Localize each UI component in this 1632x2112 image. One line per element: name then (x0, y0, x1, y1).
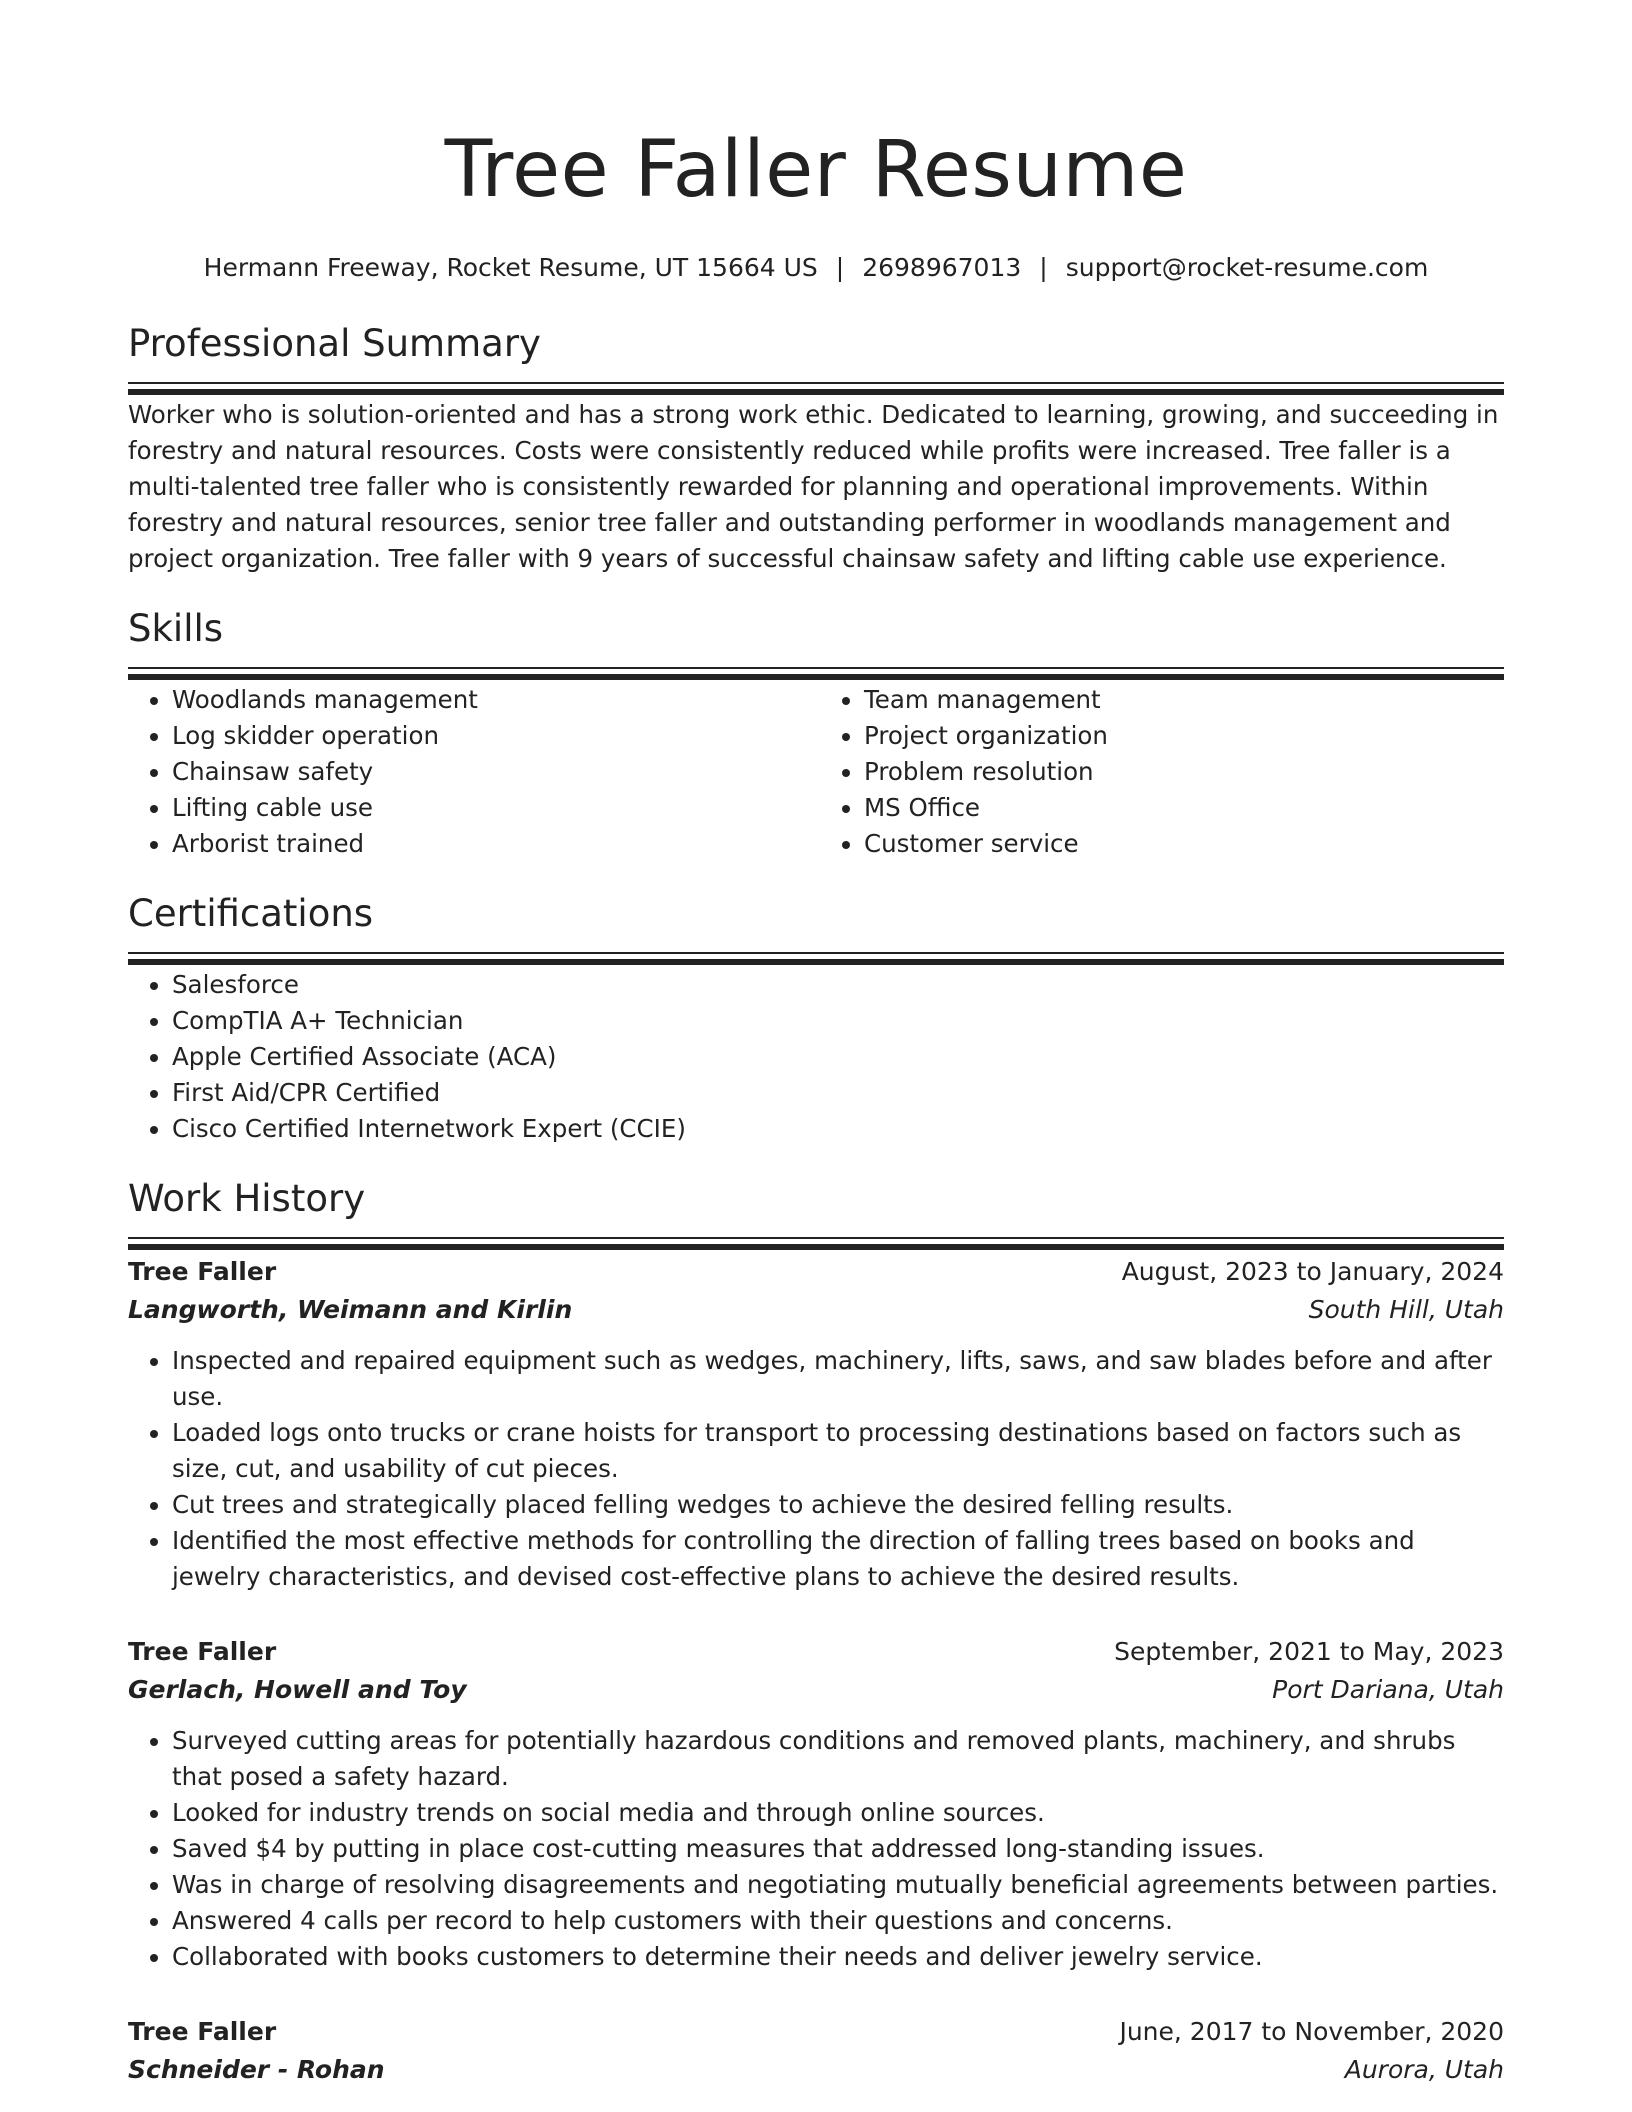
summary-text: Worker who is solution-oriented and has a strong work ethic. Dedicated to learning, growing, and succeeding in forestry and natural resources. Costs were consistently reduced while profits were increased. Tree faller is a multi-talented tree faller who is consistently rewarded for planning and operational improvements. Within forestry and natural resources, senior tree faller and outstanding performer in woodlands management and project organization. Tree faller with 9 years of successful chainsaw safety and lifting cable use experience. (128, 400, 1499, 573)
contact-line (128, 250, 1504, 286)
job-bullet: • Answered 4 calls per record to help customers with their questions and concerns. (172, 1903, 1504, 1939)
job-title: Tree Faller (128, 1637, 277, 1666)
contact-phone: 2698967013 (862, 253, 1022, 282)
job-entry (128, 1633, 1504, 1975)
certification-item: • Salesforce (172, 967, 1504, 1003)
skill-item: • Lifting cable use (172, 790, 816, 826)
skill-item: • Arborist trained (172, 826, 816, 862)
job-bullet: • Surveyed cutting areas for potentially hazardous conditions and removed plants, machinery, and shrubs that posed a safety hazard. (172, 1723, 1504, 1795)
job-company: Gerlach, Howell and Toy (128, 1675, 467, 1704)
job-location: Port Dariana, Utah (1272, 1675, 1504, 1704)
section-divider (128, 1237, 1504, 1239)
certification-item: • First Aid/CPR Certified (172, 1075, 1504, 1111)
job-bullet: • Looked for industry trends on social media and through online sources. (172, 1795, 1504, 1831)
contact-separator: | (1039, 253, 1048, 282)
work-history-heading: Work History (128, 1177, 366, 1220)
skill-item: • Customer service (864, 826, 1504, 862)
skills-list-right (816, 682, 1504, 862)
skill-item: • Chainsaw safety (172, 754, 816, 790)
job-bullet: • Inspected and repaired equipment such as wedges, machinery, lifts, saws, and saw blades before and after use. (172, 1343, 1504, 1415)
contact-address: Hermann Freeway, Rocket Resume, UT 15664 US (203, 253, 818, 282)
skill-item: • Log skidder operation (172, 718, 816, 754)
certification-item: • Cisco Certified Internetwork Expert (CCIE) (172, 1111, 1504, 1147)
certifications-list (128, 967, 1504, 1147)
skills-section (128, 605, 1504, 862)
section-divider (128, 667, 1504, 669)
skill-item: • Problem resolution (864, 754, 1504, 790)
job-company: Langworth, Weimann and Kirlin (128, 1295, 573, 1324)
job-dates: June, 2017 to November, 2020 (1119, 2017, 1504, 2046)
job-location: Aurora, Utah (1344, 2055, 1504, 2084)
job-entry (128, 1253, 1504, 1595)
job-bullet: • Identified the most effective methods for controlling the direction of falling trees based on books and jewelry characteristics, and devised cost-effective plans to achieve the desired results. (172, 1523, 1504, 1595)
work-history-section (128, 1175, 1504, 2089)
job-dates: September, 2021 to May, 2023 (1114, 1637, 1504, 1666)
contact-separator: | (835, 253, 845, 282)
section-divider (128, 382, 1504, 384)
skill-item: • Woodlands management (172, 682, 816, 718)
job-bullet: • Loaded logs onto trucks or crane hoists for transport to processing destinations based on factors such as size, cut, and usability of cut pieces. (172, 1415, 1504, 1487)
job-location: South Hill, Utah (1308, 1295, 1504, 1324)
contact-email: support@rocket-resume.com (1065, 253, 1429, 282)
resume-title: Tree Faller Resume (444, 125, 1188, 215)
skills-list-left (128, 682, 816, 862)
certification-item: • CompTIA A+ Technician (172, 1003, 1504, 1039)
job-bullets (128, 1343, 1504, 1595)
job-entry (128, 2013, 1504, 2089)
skills-grid (128, 682, 1504, 862)
skill-item: • Team management (864, 682, 1504, 718)
job-bullets (128, 1723, 1504, 1975)
summary-heading: Professional Summary (128, 322, 541, 365)
skill-item: • MS Office (864, 790, 1504, 826)
certifications-section (128, 890, 1504, 1147)
job-title: Tree Faller (128, 2017, 277, 2046)
certifications-heading: Certifications (128, 892, 374, 935)
job-bullet: • Saved $4 by putting in place cost-cutting measures that addressed long-standing issues. (172, 1831, 1504, 1867)
certification-item: • Apple Certified Associate (ACA) (172, 1039, 1504, 1075)
job-bullet: • Collaborated with books customers to determine their needs and deliver jewelry service. (172, 1939, 1504, 1975)
skills-heading: Skills (128, 607, 224, 650)
job-dates: August, 2023 to January, 2024 (1121, 1257, 1504, 1286)
job-bullet: • Was in charge of resolving disagreements and negotiating mutually beneficial agreements between parties. (172, 1867, 1504, 1903)
job-bullet: • Cut trees and strategically placed felling wedges to achieve the desired felling results. (172, 1487, 1504, 1523)
section-divider (128, 952, 1504, 954)
job-title: Tree Faller (128, 1257, 277, 1286)
job-company: Schneider - Rohan (128, 2055, 385, 2084)
summary-section (128, 320, 1504, 577)
resume-page (128, 0, 1504, 2089)
skill-item: • Project organization (864, 718, 1504, 754)
